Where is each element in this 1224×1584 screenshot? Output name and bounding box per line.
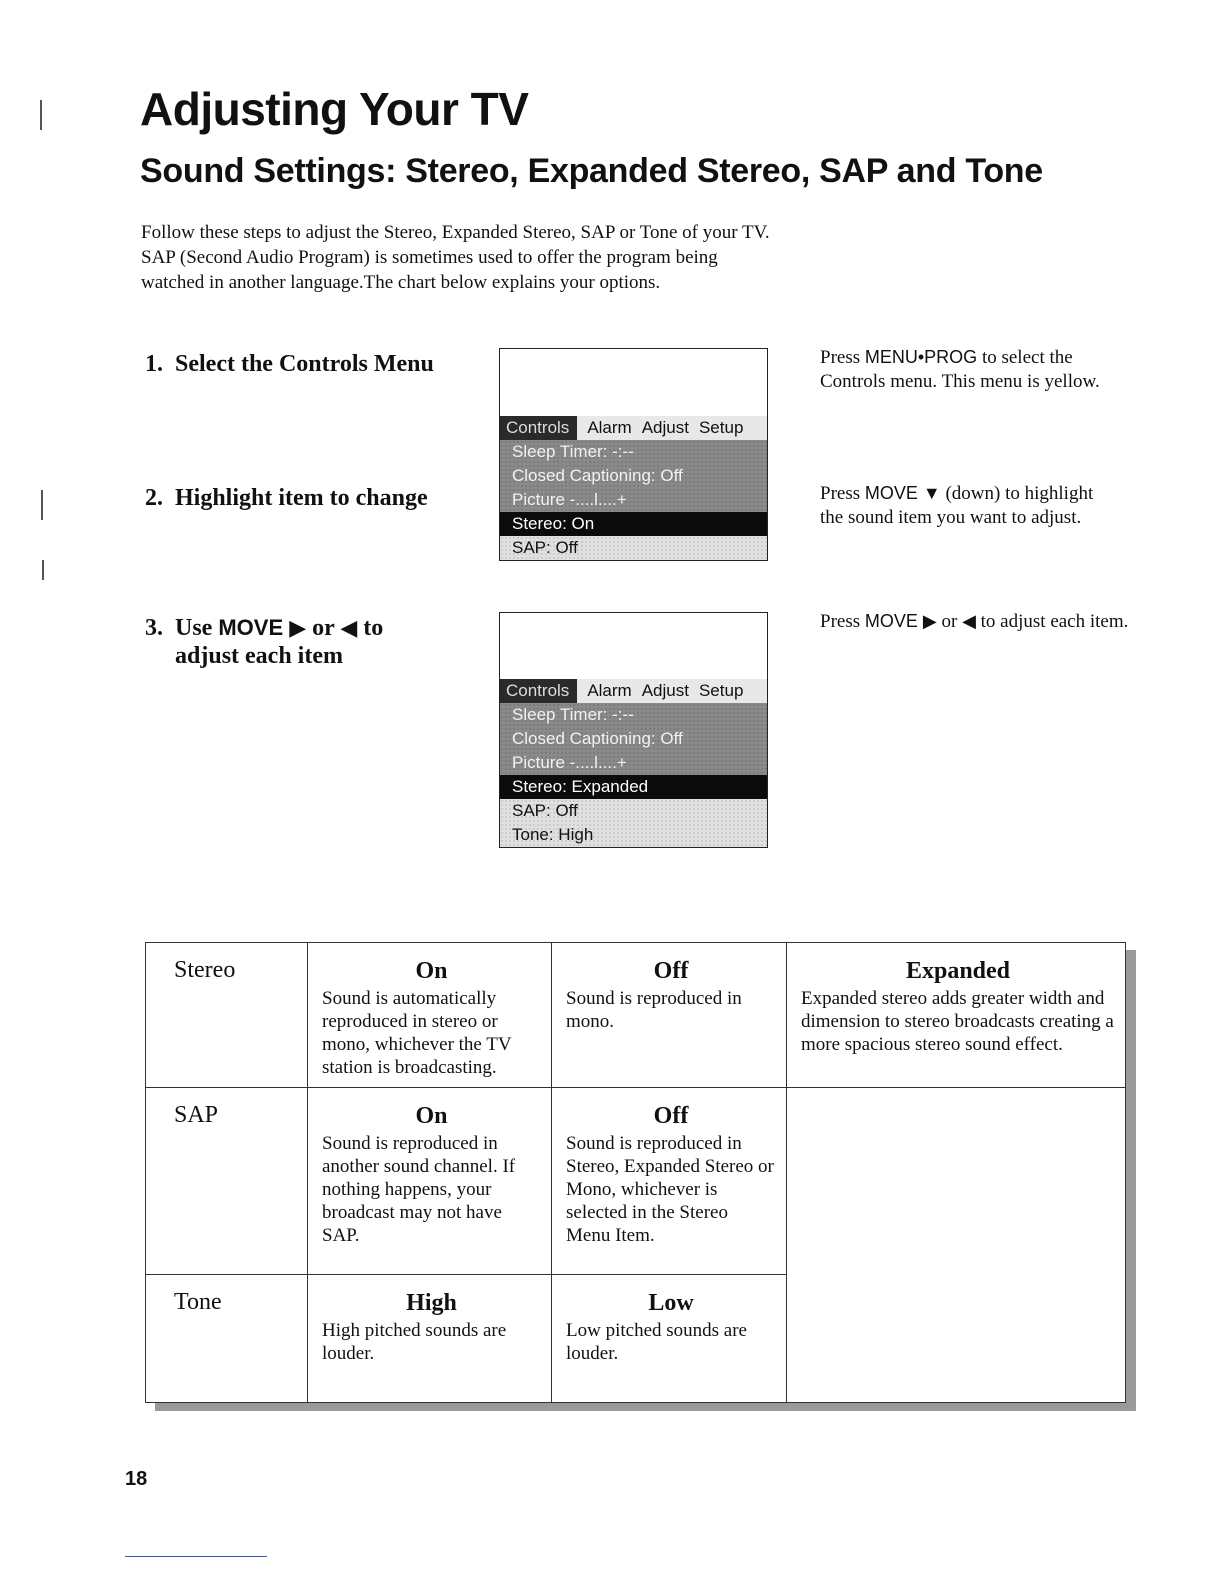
- menu-tab-setup: Setup: [698, 418, 744, 437]
- step-1-title: [145, 350, 475, 378]
- menu-item-tone: Tone: High: [500, 823, 767, 847]
- menu-tab-adjust: Adjust: [641, 418, 689, 437]
- option-title: On: [415, 958, 448, 984]
- step-1-desc-pre: Press: [820, 347, 865, 368]
- step-3-description: [820, 609, 1130, 634]
- option-title: High: [406, 1290, 457, 1316]
- option-cell-sap-off: [552, 1088, 787, 1275]
- step-1-desc-post: to select the Controls menu. This menu is yellow.: [820, 347, 1100, 392]
- menu-bar: [500, 416, 767, 440]
- option-text: Low pitched sounds are louder.: [566, 1320, 747, 1364]
- margin-mark: [41, 490, 43, 520]
- menu-tab-alarm: Alarm: [587, 681, 632, 700]
- option-text: Sound is reproduced in Stereo, Expanded Stereo or Mono, whichever is selected in the Stereo Menu Item.: [566, 1133, 774, 1246]
- move-right-key-desc: MOVE ▶: [864, 611, 937, 631]
- move-left-key-desc: ◀: [962, 611, 976, 631]
- menu-item-sleep-timer: Sleep Timer: -:--: [500, 703, 767, 727]
- option-text: Sound is reproduced in mono.: [566, 988, 742, 1032]
- option-title: On: [415, 1103, 448, 1129]
- table-row-stereo: [146, 943, 1126, 1088]
- empty-cell: [787, 1088, 1126, 1403]
- margin-mark: [42, 560, 44, 580]
- page-title: Adjusting Your TV: [140, 83, 529, 135]
- menu-tab-controls: Controls: [500, 416, 577, 440]
- step-3-title-line2: adjust each item: [175, 643, 343, 669]
- menu-prog-key: MENU•PROG: [864, 347, 978, 367]
- step-1-title-text: Select the Controls Menu: [175, 351, 434, 377]
- margin-mark: [40, 100, 42, 130]
- step-3-title-mid: or: [306, 615, 341, 641]
- row-label-tone: Tone: [146, 1275, 308, 1403]
- menu-item-sap: SAP: Off: [500, 536, 767, 560]
- option-title: Off: [653, 1103, 689, 1129]
- step-3: [145, 614, 485, 670]
- move-left-key: ◀: [340, 615, 358, 640]
- step-2-description: [820, 481, 1110, 530]
- tv-screen-controls-menu: [499, 348, 768, 561]
- step-1: [145, 350, 475, 378]
- option-title: Expanded: [905, 958, 1011, 984]
- sound-options-table: [145, 942, 1126, 1403]
- step-2: [145, 484, 475, 512]
- step-3-desc-pre: Press: [820, 611, 865, 632]
- step-3-title-post: to: [357, 615, 384, 641]
- option-text: Sound is reproduced in another sound channel. If nothing happens, your broadcast may not have SAP.: [322, 1133, 516, 1246]
- option-title: Off: [653, 958, 689, 984]
- option-text: Sound is automatically reproduced in stereo or mono, whichever the TV station is broadcasting.: [322, 988, 512, 1078]
- step-1-number: 1.: [145, 351, 163, 377]
- option-cell-stereo-expanded: [787, 943, 1126, 1088]
- option-text: High pitched sounds are louder.: [322, 1320, 507, 1364]
- step-1-description: [820, 345, 1130, 394]
- step-3-title: [145, 614, 485, 670]
- step-3-desc-post: to adjust each item.: [975, 611, 1129, 632]
- row-label-stereo: Stereo: [146, 943, 308, 1088]
- tv-menu: [500, 416, 767, 560]
- option-text: Expanded stereo adds greater width and dimension to stereo broadcasts creating a more spacious stereo sound effect.: [801, 988, 1114, 1055]
- step-2-number: 2.: [145, 485, 163, 511]
- menu-item-sap: SAP: Off: [500, 799, 767, 823]
- step-2-desc-post: (down) to highlight the sound item you want to adjust.: [820, 483, 1094, 528]
- step-3-number: 3.: [145, 615, 163, 641]
- tv-menu: [500, 679, 767, 847]
- menu-item-sleep-timer: Sleep Timer: -:--: [500, 440, 767, 464]
- menu-bar: [500, 679, 767, 703]
- tv-screen-stereo-expanded: [499, 612, 768, 848]
- footer-rule: [125, 1556, 267, 1557]
- menu-tab-controls: Controls: [500, 679, 577, 703]
- step-3-title-pre: Use: [175, 615, 219, 641]
- menu-item-picture: Picture -....l....+: [500, 488, 767, 512]
- section-subtitle: Sound Settings: Stereo, Expanded Stereo, SAP and Tone: [140, 152, 1043, 190]
- move-right-key: MOVE ▶: [218, 615, 307, 640]
- option-cell-stereo-on: [308, 943, 552, 1088]
- menu-item-closed-captioning: Closed Captioning: Off: [500, 727, 767, 751]
- menu-tab-alarm: Alarm: [587, 418, 632, 437]
- step-2-desc-pre: Press: [820, 483, 865, 504]
- menu-item-stereo-highlighted: Stereo: Expanded: [500, 775, 767, 799]
- row-label-sap: SAP: [146, 1088, 308, 1275]
- menu-tab-adjust: Adjust: [641, 681, 689, 700]
- move-down-key: MOVE ▼: [864, 483, 941, 503]
- option-cell-tone-low: [552, 1275, 787, 1403]
- option-cell-sap-on: [308, 1088, 552, 1275]
- intro-paragraph: Follow these steps to adjust the Stereo, Expanded Stereo, SAP or Tone of your TV. SAP (Second Audio Program) is sometimes used to offer the program being watched in another language.The chart below explains your options.: [141, 222, 770, 293]
- table-row-sap: [146, 1088, 1126, 1275]
- step-3-desc-mid: or: [936, 611, 963, 632]
- menu-item-picture: Picture -....l....+: [500, 751, 767, 775]
- option-title: Low: [648, 1290, 694, 1316]
- menu-item-closed-captioning: Closed Captioning: Off: [500, 464, 767, 488]
- option-cell-tone-high: [308, 1275, 552, 1403]
- step-2-title: [145, 484, 475, 512]
- step-2-title-text: Highlight item to change: [175, 485, 428, 511]
- option-cell-stereo-off: [552, 943, 787, 1088]
- menu-item-stereo-highlighted: Stereo: On: [500, 512, 767, 536]
- page-number: 18: [125, 1468, 148, 1490]
- menu-tab-setup: Setup: [698, 681, 744, 700]
